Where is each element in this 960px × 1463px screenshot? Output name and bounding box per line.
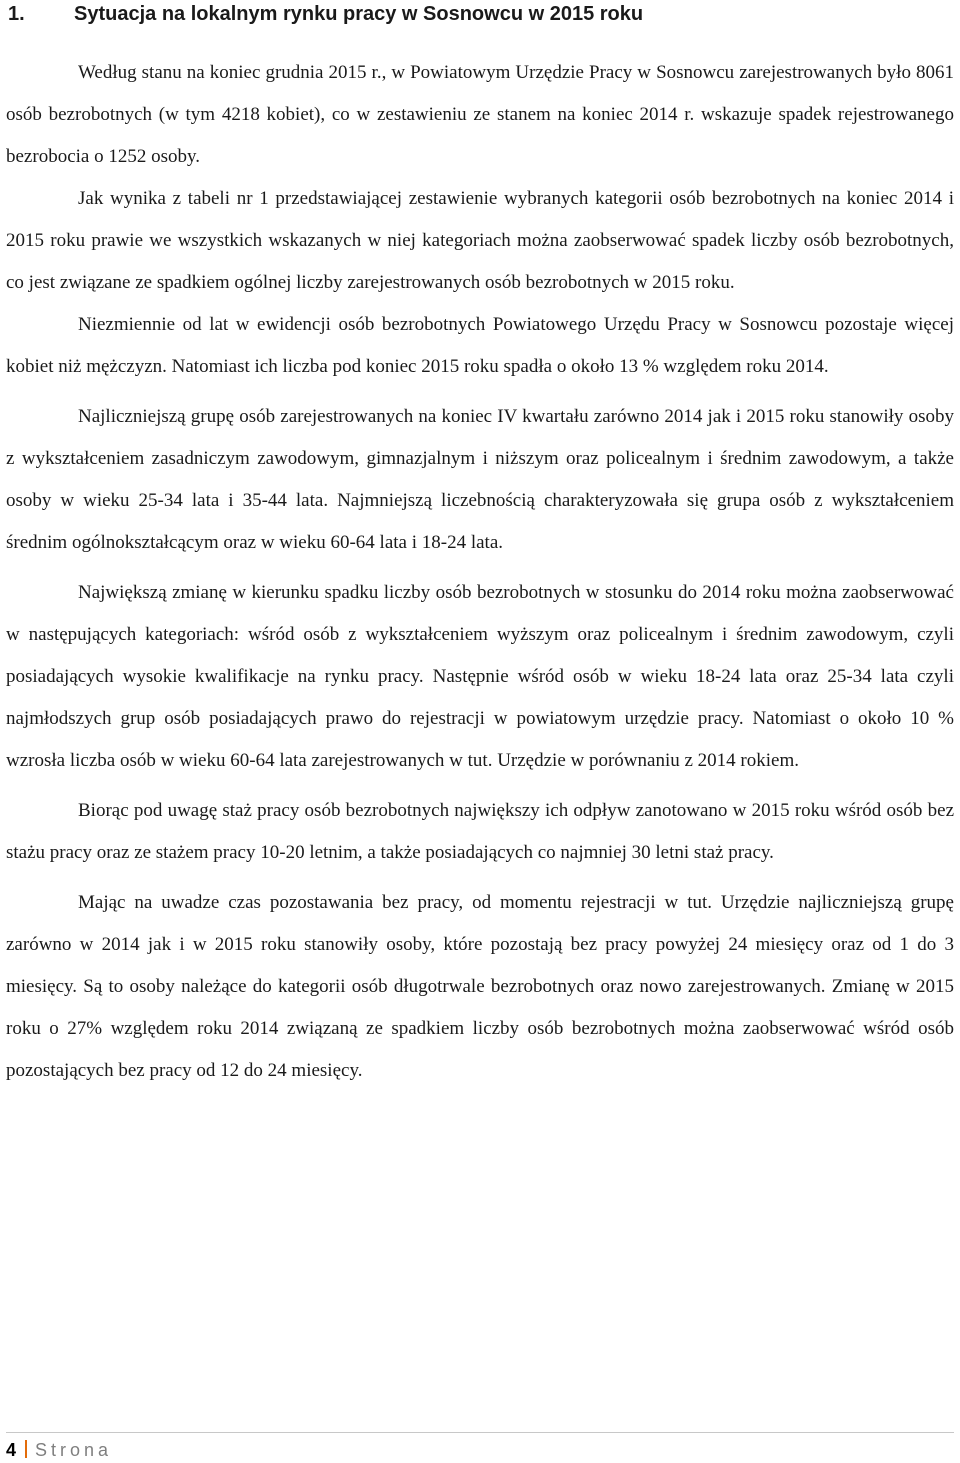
paragraph-unemployment-total: Według stanu na koniec grudnia 2015 r., w Powiatowym Urzędzie Pracy w Sosnowcu zarejestrowanych było 8061 osób bezrobotnych (w tym 4218 kobiet), co w zestawieniu ze stanem na koniec 2014 r. wskazuje spadek rejestrowanego bezrobocia o 1252 osoby. xyxy=(6,62,954,167)
footer-separator xyxy=(25,1440,27,1458)
page-footer xyxy=(6,1438,112,1462)
paragraph-work-experience: Biorąc pod uwagę staż pracy osób bezrobotnych największy ich odpływ zanotowano w 2015 roku wśród osób bez stażu pracy oraz ze stażem pracy 10-20 letnim, a także posiadających co najmniej 30 letni staż pracy. xyxy=(6,800,954,863)
page-label: Strona xyxy=(35,1440,113,1460)
paragraph-largest-groups: Najliczniejszą grupę osób zarejestrowanych na koniec IV kwartału zarówno 2014 jak i 2015 roku stanowiły osoby z wykształceniem zasadniczym zawodowym, gimnazjalnym i niższym oraz policealnym i średnim zawodowym, a także osoby w wieku 25-34 lata i 35-44 lata. Najmniejszą liczebnością charakteryzowała się grupa osób z wykształceniem średnim ogólnokształcącym oraz w wieku 60-64 lata i 18-24 lata. xyxy=(6,406,954,553)
section-title: Sytuacja na lokalnym rynku pracy w Sosnowcu w 2015 roku xyxy=(74,3,644,25)
paragraph-women-men: Niezmiennie od lat w ewidencji osób bezrobotnych Powiatowego Urzędu Pracy w Sosnowcu pozostaje więcej kobiet niż mężczyzn. Natomiast ich liczba pod koniec 2015 roku spadła o około 13 % względem roku 2014. xyxy=(6,314,954,377)
paragraph-largest-change: Największą zmianę w kierunku spadku liczby osób bezrobotnych w stosunku do 2014 roku można zaobserwować w następujących kategoriach: wśród osób z wykształceniem wyższym oraz policealnym i średnim zawodowym, czyli posiadających wysokie kwalifikacje na rynku pracy. Następnie wśród osób w wieku 18-24 lata oraz 25-34 lata czyli najmłodszych grup osób posiadających prawo do rejestracji w powiatowym urzędzie pracy. Natomiast o około 10 % wzrosła liczba osób w wieku 60-64 lata zarejestrowanych w tut. Urzędzie w porównaniu z 2014 rokiem. xyxy=(6,582,954,771)
paragraph-unemployment-duration: Mając na uwadze czas pozostawania bez pracy, od momentu rejestracji w tut. Urzędzie najliczniejszą grupę zarówno w 2014 jak i w 2015 roku stanowiły osoby, które pozostają bez pracy powyżej 24 miesięcy oraz od 1 do 3 miesięcy. Są to osoby należące do kategorii osób długotrwale bezrobotnych oraz nowo zarejestrowanych. Zmianę w 2015 roku o 27% względem roku 2014 związaną ze spadkiem liczby osób bezrobotnych można zaobserwować wśród osób pozostających bez pracy od 12 do 24 miesięcy. xyxy=(6,892,954,1081)
footer-divider xyxy=(6,1432,954,1433)
section-number: 1. xyxy=(8,3,25,25)
body-text xyxy=(6,52,954,1092)
page-number: 4 xyxy=(6,1440,17,1460)
paragraph-table-summary: Jak wynika z tabeli nr 1 przedstawiającej zestawienie wybranych kategorii osób bezrobotnych na koniec 2014 i 2015 roku prawie we wszystkich wskazanych w niej kategoriach można zaobserwować spadek liczby osób bezrobotnych, co jest związane ze spadkiem ogólnej liczby zarejestrowanych osób bezrobotnych w 2015 roku. xyxy=(6,188,954,293)
section-heading xyxy=(8,1,948,27)
